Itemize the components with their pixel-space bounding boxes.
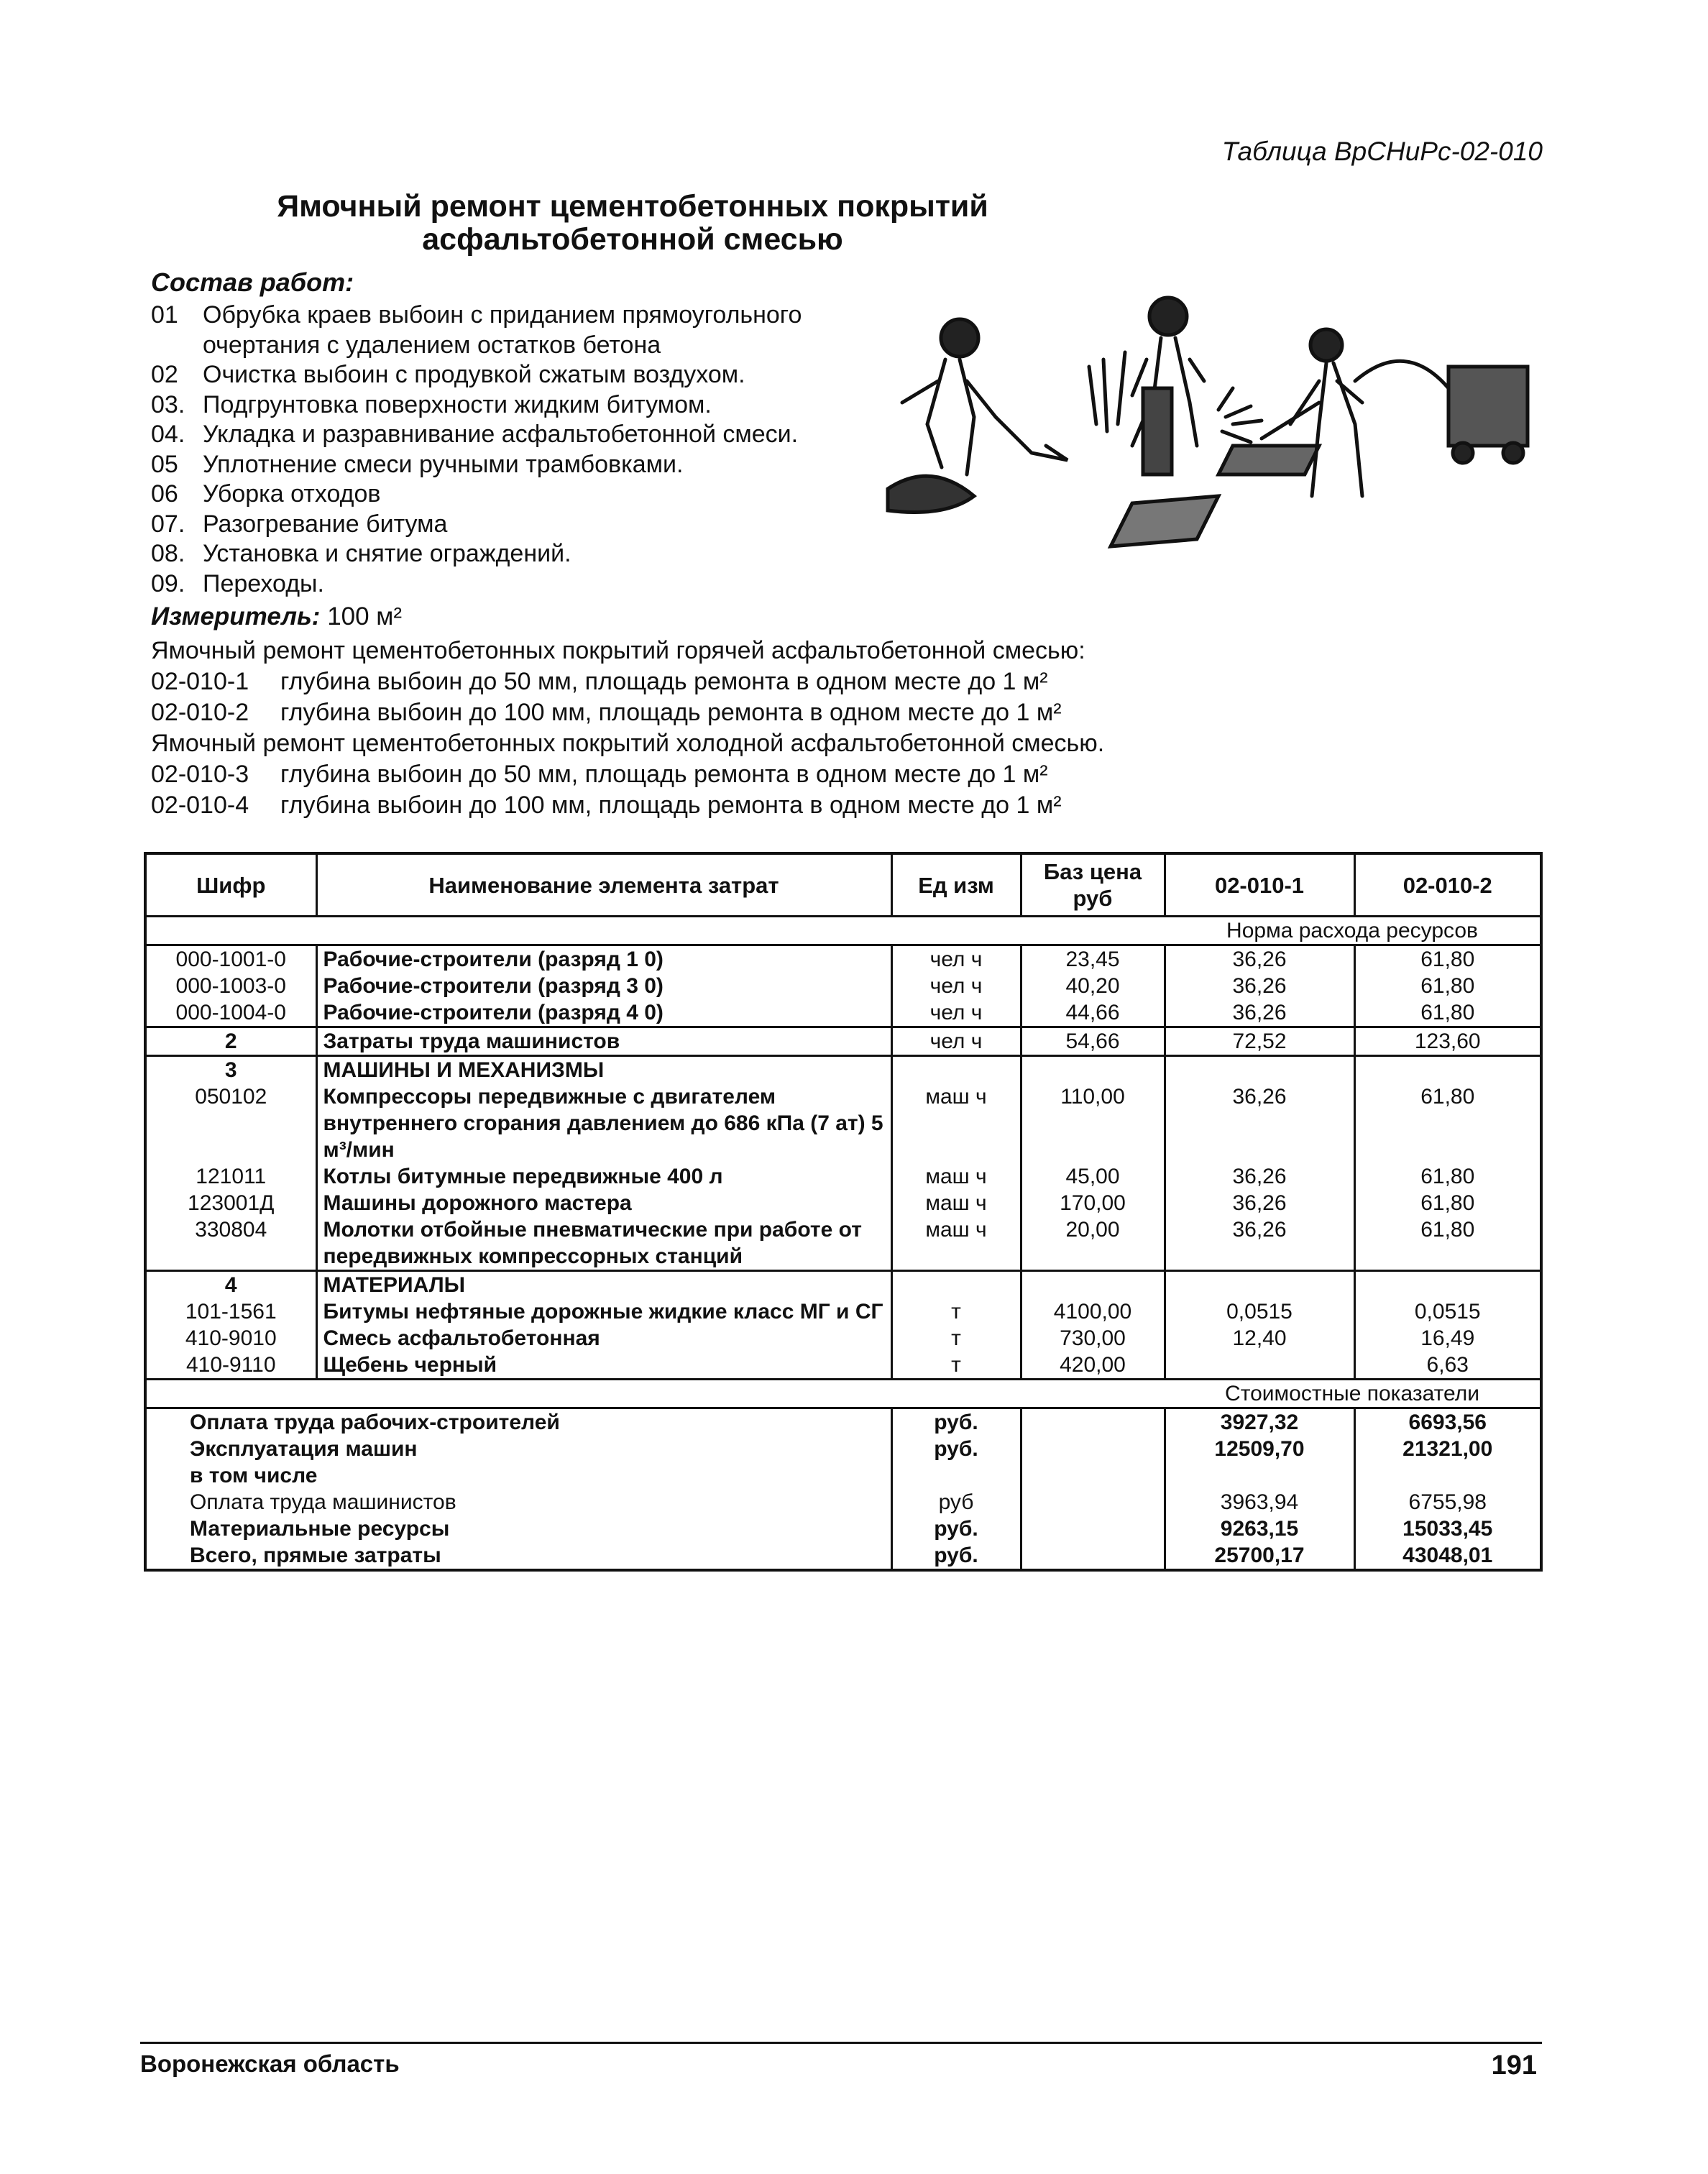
cell-name: Щебень черный bbox=[316, 1352, 891, 1380]
cell-v2: 6,63 bbox=[1426, 1353, 1469, 1377]
cell-v1 bbox=[1165, 1271, 1354, 1299]
cell-v2: 61,80 bbox=[1420, 1001, 1475, 1024]
cell-price bbox=[1021, 1056, 1165, 1084]
work-number: 05 bbox=[151, 450, 178, 478]
variant-code: 02-010-3 bbox=[151, 761, 249, 788]
work-number: 02 bbox=[151, 361, 178, 388]
cell-code: 2 bbox=[145, 1027, 316, 1056]
band-blank bbox=[145, 1380, 1165, 1408]
summary-v2: 43048,01 bbox=[1402, 1544, 1493, 1567]
work-item bbox=[151, 360, 906, 390]
cell-v1 bbox=[1165, 1056, 1354, 1084]
cell-code: 000-1003-0 bbox=[145, 973, 316, 999]
summary-row bbox=[145, 1462, 1541, 1489]
summary-price bbox=[1021, 1436, 1165, 1462]
summary-v2: 15033,45 bbox=[1402, 1517, 1493, 1541]
cell-name: Смесь асфальтобетонная bbox=[316, 1325, 891, 1352]
work-number: 09. bbox=[151, 569, 185, 597]
cell-v2: 123,60 bbox=[1354, 1027, 1541, 1056]
header-unit: Ед изм bbox=[891, 853, 1021, 917]
work-number: 06 bbox=[151, 480, 178, 508]
summary-unit bbox=[891, 1462, 1021, 1489]
cell-code: 000-1004-0 bbox=[145, 999, 316, 1027]
cell-name: Котлы битумные передвижные 400 л bbox=[316, 1163, 891, 1190]
cell-price: 54,66 bbox=[1021, 1027, 1165, 1056]
cell-unit: т bbox=[891, 1298, 1021, 1325]
cell-price: 420,00 bbox=[1021, 1352, 1165, 1380]
cell-v2 bbox=[1354, 1056, 1541, 1084]
table-row bbox=[145, 973, 1541, 999]
section-row bbox=[145, 1056, 1541, 1084]
variant-code: 02-010-2 bbox=[151, 699, 249, 726]
section-title: МАТЕРИАЛЫ bbox=[316, 1271, 891, 1299]
section-code: 4 bbox=[145, 1271, 316, 1299]
cost-band-row bbox=[145, 1380, 1541, 1408]
work-item bbox=[151, 301, 870, 360]
footer-divider bbox=[140, 2042, 1542, 2044]
cell-unit: т bbox=[891, 1352, 1021, 1380]
summary-v1: 25700,17 bbox=[1165, 1542, 1354, 1570]
summary-v1 bbox=[1165, 1462, 1354, 1489]
cell-name: Рабочие-строители (разряд 3 0) bbox=[316, 973, 891, 999]
summary-v1: 9263,15 bbox=[1165, 1515, 1354, 1542]
summary-name: Оплата труда рабочих-строителей bbox=[145, 1408, 891, 1436]
cell-price: 20,00 bbox=[1021, 1216, 1165, 1271]
work-text: Обрубка краев выбоин с приданием прямоугольного очертания с удалением остатков бетона bbox=[203, 301, 802, 359]
table-row bbox=[145, 999, 1541, 1027]
variant-code: 02-010-4 bbox=[151, 792, 249, 819]
measure-value: 100 м² bbox=[327, 602, 403, 630]
cell-price: 44,66 bbox=[1021, 999, 1165, 1027]
cell-code: 330804 bbox=[145, 1216, 316, 1271]
summary-v2: 21321,00 bbox=[1402, 1437, 1493, 1461]
header-price: Баз цена руб bbox=[1021, 853, 1165, 917]
summary-price bbox=[1021, 1408, 1165, 1436]
work-item bbox=[151, 510, 906, 540]
cell-unit: чел ч bbox=[891, 1027, 1021, 1056]
cell-v2: 16,49 bbox=[1420, 1326, 1475, 1350]
cell-code: 121011 bbox=[145, 1163, 316, 1190]
cell-v2: 61,80 bbox=[1420, 1165, 1475, 1188]
summary-unit: руб bbox=[891, 1489, 1021, 1515]
header-variant-2: 02-010-2 bbox=[1354, 853, 1541, 917]
table-row bbox=[145, 1216, 1541, 1271]
cell-v1: 36,26 bbox=[1165, 1083, 1354, 1163]
band-blank bbox=[145, 917, 1165, 945]
cold-heading: Ямочный ремонт цементобетонных покрытий холодной асфальтобетонной смесью. bbox=[151, 730, 1105, 757]
cell-v2: 61,80 bbox=[1420, 948, 1475, 971]
summary-price bbox=[1021, 1542, 1165, 1570]
table-row bbox=[145, 1325, 1541, 1352]
cell-v1: 0,0515 bbox=[1165, 1298, 1354, 1325]
summary-v1: 12509,70 bbox=[1165, 1436, 1354, 1462]
summary-v1: 3963,94 bbox=[1165, 1489, 1354, 1515]
section-code: 3 bbox=[145, 1056, 316, 1084]
work-text: Разогревание битума bbox=[203, 510, 448, 538]
cell-unit: т bbox=[891, 1325, 1021, 1352]
cell-name: Молотки отбойные пневматические при работе от передвижных компрессорных станций bbox=[316, 1216, 891, 1271]
cell-v1: 36,26 bbox=[1165, 945, 1354, 973]
work-text: Уборка отходов bbox=[203, 480, 381, 508]
work-item bbox=[151, 390, 906, 421]
summary-row bbox=[145, 1436, 1541, 1462]
table-row bbox=[145, 1027, 1541, 1056]
summary-name: Всего, прямые затраты bbox=[145, 1542, 891, 1570]
cell-v2: 61,80 bbox=[1420, 1085, 1475, 1109]
cell-code: 123001Д bbox=[145, 1190, 316, 1216]
variants bbox=[151, 636, 1229, 821]
summary-row bbox=[145, 1542, 1541, 1570]
cell-price: 730,00 bbox=[1021, 1325, 1165, 1352]
header-variant-1: 02-010-1 bbox=[1165, 853, 1354, 917]
cell-v1: 72,52 bbox=[1165, 1027, 1354, 1056]
header-name: Наименование элемента затрат bbox=[316, 853, 891, 917]
cell-v2: 61,80 bbox=[1420, 1191, 1475, 1215]
cell-v1: 12,40 bbox=[1165, 1325, 1354, 1352]
norm-band: Норма расхода ресурсов bbox=[1165, 917, 1541, 945]
cell-price: 45,00 bbox=[1021, 1163, 1165, 1190]
cell-name: Битумы нефтяные дорожные жидкие класс МГ и СГ bbox=[316, 1298, 891, 1325]
work-text: Очистка выбоин с продувкой сжатым воздухом. bbox=[203, 361, 745, 388]
table-id: Таблица ВрСНиРс-02-010 bbox=[1221, 137, 1543, 166]
table-row bbox=[145, 1163, 1541, 1190]
work-number: 01 bbox=[151, 301, 178, 329]
cell-price: 40,20 bbox=[1021, 973, 1165, 999]
summary-v2 bbox=[1354, 1462, 1541, 1489]
footer-region: Воронежская область bbox=[140, 2050, 400, 2077]
page-title: Ямочный ремонт цементобетонных покрытий bbox=[277, 189, 988, 224]
cell-unit: чел ч bbox=[891, 945, 1021, 973]
cell-v1: 36,26 bbox=[1165, 999, 1354, 1027]
measure-label: Измеритель: bbox=[151, 602, 321, 630]
cell-v2 bbox=[1354, 1271, 1541, 1299]
cell-unit bbox=[891, 1056, 1021, 1084]
cell-name: Машины дорожного мастера bbox=[316, 1190, 891, 1216]
summary-price bbox=[1021, 1489, 1165, 1515]
section-row bbox=[145, 1271, 1541, 1299]
summary-row bbox=[145, 1408, 1541, 1436]
cell-v1 bbox=[1165, 1352, 1354, 1380]
cell-name: Рабочие-строители (разряд 4 0) bbox=[316, 999, 891, 1027]
cell-price: 170,00 bbox=[1021, 1190, 1165, 1216]
summary-row bbox=[145, 1489, 1541, 1515]
work-text: Подгрунтовка поверхности жидким битумом. bbox=[203, 390, 712, 418]
cell-unit: чел ч bbox=[891, 999, 1021, 1027]
cell-name: Рабочие-строители (разряд 1 0) bbox=[316, 945, 891, 973]
cell-price bbox=[1021, 1271, 1165, 1299]
cell-code: 000-1001-0 bbox=[145, 945, 316, 973]
table-row bbox=[145, 1352, 1541, 1380]
cell-unit: маш ч bbox=[891, 1190, 1021, 1216]
variant-text: глубина выбоин до 100 мм, площадь ремонта в одном месте до 1 м² bbox=[280, 699, 1062, 726]
header-code: Шифр bbox=[145, 853, 316, 917]
summary-v2: 6693,56 bbox=[1408, 1411, 1487, 1434]
cell-price: 110,00 bbox=[1021, 1083, 1165, 1163]
summary-name: Эксплуатация машин bbox=[145, 1436, 891, 1462]
summary-v2: 6755,98 bbox=[1408, 1490, 1487, 1514]
work-text: Укладка и разравнивание асфальтобетонной смеси. bbox=[203, 421, 799, 448]
summary-unit: руб. bbox=[891, 1515, 1021, 1542]
cell-unit: маш ч bbox=[891, 1163, 1021, 1190]
cell-v1: 36,26 bbox=[1165, 1163, 1354, 1190]
cell-price: 23,45 bbox=[1021, 945, 1165, 973]
variant-code: 02-010-1 bbox=[151, 668, 249, 695]
cell-name: Компрессоры передвижные с двигателем внутреннего сгорания давлением до 686 кПа (7 ат) 5 м³/мин bbox=[316, 1083, 891, 1163]
summary-v1: 3927,32 bbox=[1165, 1408, 1354, 1436]
composition-label: Состав работ: bbox=[151, 267, 354, 297]
variant-item bbox=[151, 759, 1229, 790]
cell-unit: чел ч bbox=[891, 973, 1021, 999]
cell-v2: 61,80 bbox=[1420, 1218, 1475, 1242]
summary-name: Оплата труда машинистов bbox=[145, 1489, 891, 1515]
hot-heading: Ямочный ремонт цементобетонных покрытий горячей асфальтобетонной смесью: bbox=[151, 637, 1085, 664]
work-item bbox=[151, 450, 906, 480]
cell-v2: 61,80 bbox=[1420, 974, 1475, 998]
measure-line bbox=[151, 602, 402, 631]
cell-v1: 36,26 bbox=[1165, 1216, 1354, 1271]
summary-name: в том числе bbox=[145, 1462, 891, 1489]
variant-item bbox=[151, 697, 1229, 728]
cell-v1: 36,26 bbox=[1165, 1190, 1354, 1216]
table-row bbox=[145, 1190, 1541, 1216]
table-row bbox=[145, 1298, 1541, 1325]
variant-text: глубина выбоин до 50 мм, площадь ремонта в одном месте до 1 м² bbox=[280, 761, 1048, 788]
page-subtitle: асфальтобетонной смесью bbox=[422, 222, 843, 257]
variant-text: глубина выбоин до 50 мм, площадь ремонта в одном месте до 1 м² bbox=[280, 668, 1048, 695]
norm-band-row bbox=[145, 917, 1541, 945]
cell-code: 050102 bbox=[145, 1083, 316, 1163]
work-item bbox=[151, 569, 906, 600]
summary-name: Материальные ресурсы bbox=[145, 1515, 891, 1542]
work-text: Уплотнение смеси ручными трамбовками. bbox=[203, 450, 684, 478]
cell-price: 4100,00 bbox=[1021, 1298, 1165, 1325]
summary-price bbox=[1021, 1462, 1165, 1489]
work-item bbox=[151, 480, 906, 510]
variant-item bbox=[151, 790, 1229, 821]
work-number: 07. bbox=[151, 510, 185, 538]
summary-unit: руб. bbox=[891, 1408, 1021, 1436]
cell-unit: маш ч bbox=[891, 1216, 1021, 1271]
work-text: Установка и снятие ограждений. bbox=[203, 540, 571, 567]
section-title: МАШИНЫ И МЕХАНИЗМЫ bbox=[316, 1056, 891, 1084]
table-row bbox=[145, 1083, 1541, 1163]
road-workers-illustration bbox=[859, 280, 1542, 554]
work-item bbox=[151, 539, 906, 569]
summary-unit: руб. bbox=[891, 1542, 1021, 1570]
cell-v1: 36,26 bbox=[1165, 973, 1354, 999]
variant-item bbox=[151, 666, 1229, 697]
cost-band: Стоимостные показатели bbox=[1165, 1380, 1541, 1408]
table-row bbox=[145, 945, 1541, 973]
cell-unit bbox=[891, 1271, 1021, 1299]
work-number: 03. bbox=[151, 390, 185, 418]
cell-unit: маш ч bbox=[891, 1083, 1021, 1163]
work-number: 04. bbox=[151, 421, 185, 448]
cell-code: 410-9110 bbox=[145, 1352, 316, 1380]
cell-code: 410-9010 bbox=[145, 1325, 316, 1352]
works-list bbox=[151, 301, 906, 599]
variant-text: глубина выбоин до 100 мм, площадь ремонта в одном месте до 1 м² bbox=[280, 792, 1062, 819]
work-number: 08. bbox=[151, 540, 185, 567]
page-number: 191 bbox=[1491, 2050, 1537, 2081]
cell-v2: 0,0515 bbox=[1414, 1300, 1481, 1324]
work-item bbox=[151, 420, 906, 450]
cost-table bbox=[144, 852, 1543, 1572]
table-header-row bbox=[145, 853, 1541, 917]
cell-name: Затраты труда машинистов bbox=[316, 1027, 891, 1056]
summary-price bbox=[1021, 1515, 1165, 1542]
cell-code: 101-1561 bbox=[145, 1298, 316, 1325]
summary-unit: руб. bbox=[891, 1436, 1021, 1462]
work-text: Переходы. bbox=[203, 569, 324, 597]
summary-row bbox=[145, 1515, 1541, 1542]
